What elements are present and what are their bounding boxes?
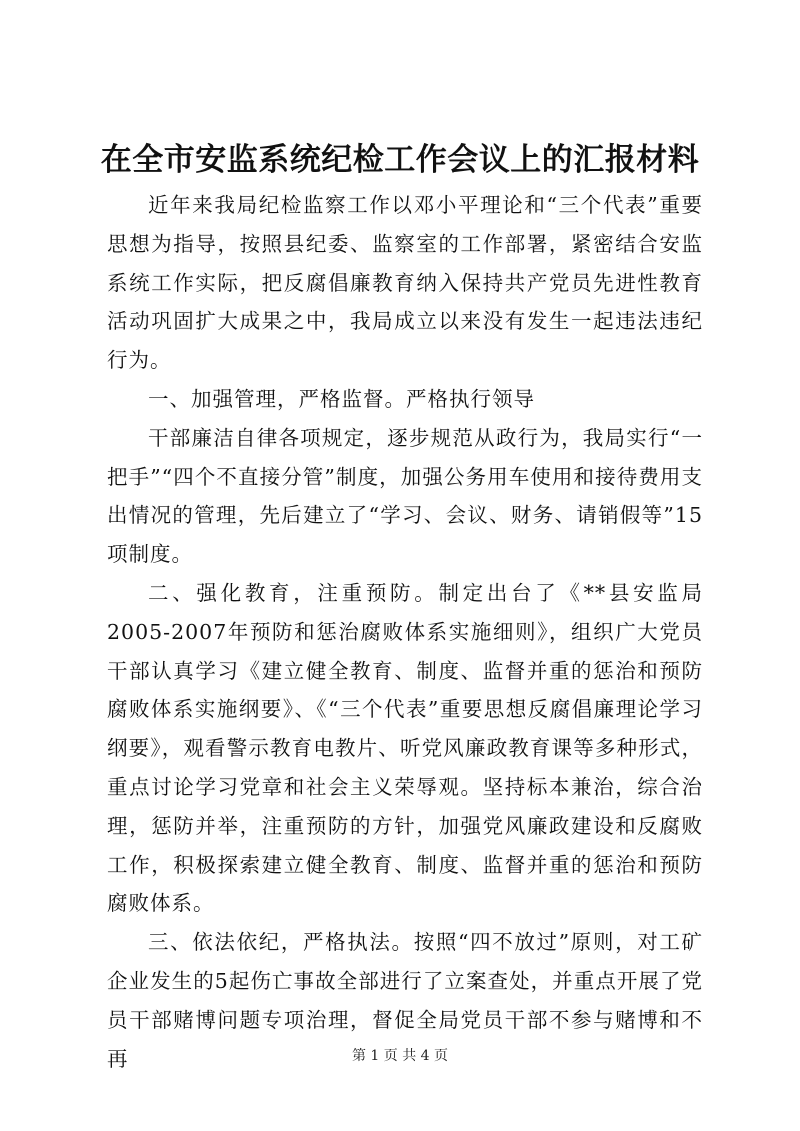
document-body	[107, 186, 703, 1078]
paragraph-section-3: 三、依法依纪，严格执法。按照“四不放过”原则，对工矿企业发生的5起伤亡事故全部进行了立案查处，并重点开展了党员干部赌博问题专项治理，督促全局党员干部不参与赌博和不再	[107, 930, 703, 1071]
paragraph-intro: 近年来我局纪检监察工作以邓小平理论和“三个代表”重要思想为指导，按照县纪委、监察室的工作部署，紧密结合安监系统工作实际，把反腐倡廉教育纳入保持共产党员先进性教育活动巩固扩大成果之中，我局成立以来没有发生一起违法违纪行为。	[107, 193, 703, 373]
paragraph-section-1-heading: 一、加强管理，严格监督。严格执行领导	[148, 386, 535, 411]
document-title: 在全市安监系统纪检工作会议上的汇报材料	[100, 142, 700, 178]
page-number-footer: 第 1 页 共 4 页	[351, 1048, 449, 1064]
paragraph-section-1-body: 干部廉洁自律各项规定，逐步规范从政行为，我局实行“一把手”“四个不直接分管”制度，加强公务用车使用和接待费用支出情况的管理，先后建立了“学习、会议、财务、请销假等”15项制度。	[107, 425, 703, 567]
paragraph-section-2: 二、强化教育，注重预防。制定出台了《**县安监局2005-2007年预防和惩治腐败体系实施细则》，组织广大党员干部认真学习《建立健全教育、制度、监督并重的惩治和预防腐败体系实施纲要》、《“三个代表”重要思想反腐倡廉理论学习纲要》，观看警示教育电教片、听党风廉政教育课等多种形式，重点讨论学习党章和社会主义荣辱观。坚持标本兼治，综合治理，惩防并举，注重预防的方针，加强党风廉政建设和反腐败工作，积极探索建立健全教育、制度、监督并重的惩治和预防腐败体系。	[107, 580, 703, 916]
